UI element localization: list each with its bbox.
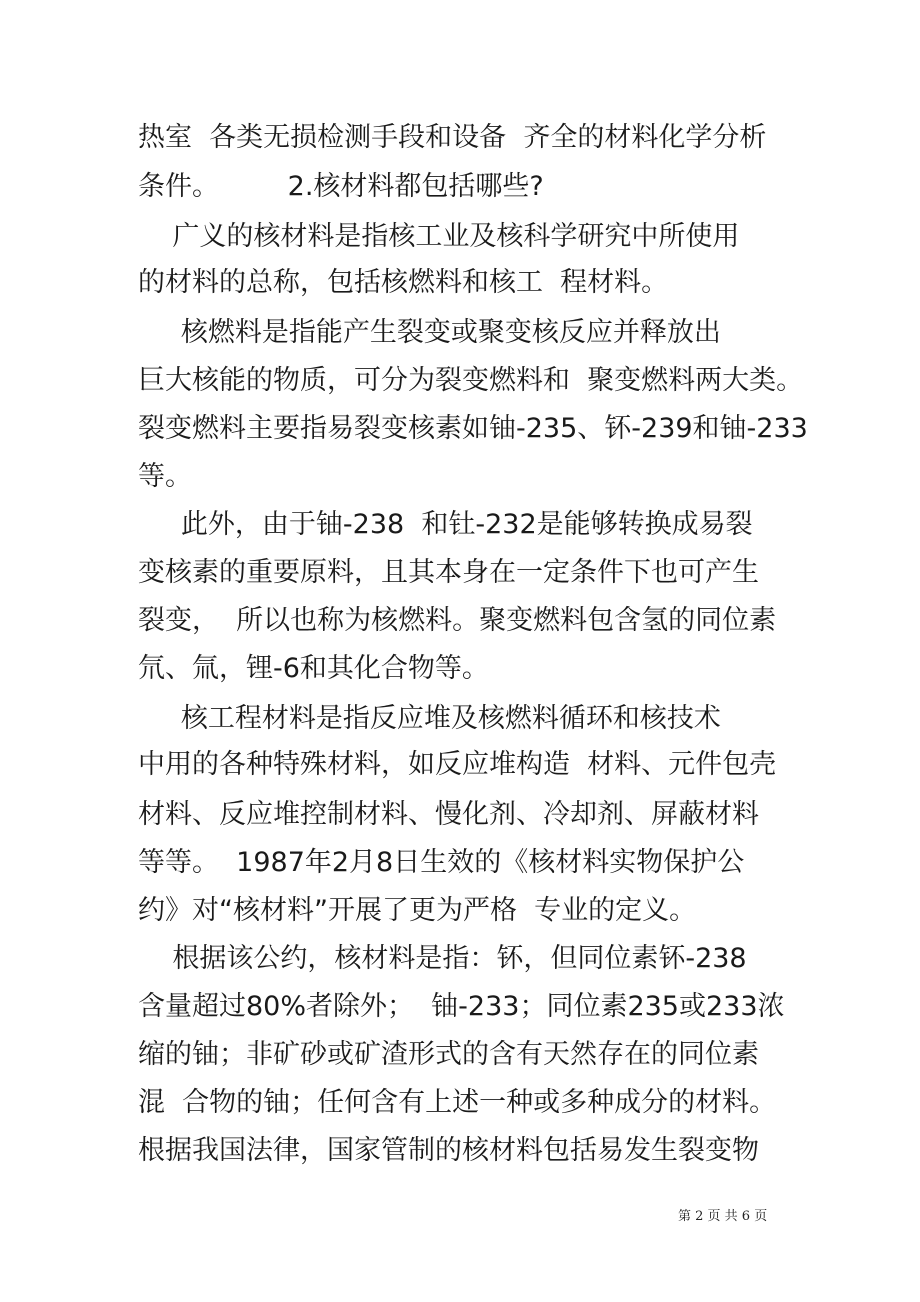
text-line: 核工程材料是指反应堆及核燃料循环和核技术	[138, 703, 721, 734]
text-line: 根据我国法律，国家管制的核材料包括易发生裂变物	[138, 1135, 759, 1166]
text-line: 约》对“核材料”开展了更为严格 专业的定义。	[138, 895, 697, 926]
text-line: 的材料的总称，包括核燃料和核工 程材料。	[138, 267, 669, 298]
text-line: 热室 各类无损检测手段和设备 齐全的材料化学分析	[138, 122, 767, 153]
text-line: 裂变燃料主要指易裂变核素如铀-235、钚-239和铀-233	[138, 413, 808, 444]
page-number: 第 2 页 共 6 页	[678, 1209, 768, 1224]
text-line: 根据该公约，核材料是指：钚，但同位素钚-238	[138, 943, 747, 974]
text-line: 中用的各种特殊材料，如反应堆构造 材料、元件包壳	[138, 749, 777, 780]
text-line: 材料、反应堆控制材料、慢化剂、冷却剂、屏蔽材料	[138, 799, 759, 830]
text-line: 广义的核材料是指核工业及核科学研究中所使用	[138, 221, 740, 252]
text-line: 条件。 2.核材料都包括哪些?	[138, 171, 544, 202]
text-line: 氘、氚，锂-6和其化合物等。	[138, 653, 489, 684]
text-line: 等等。 1987年2月8日生效的《核材料实物保护公	[138, 847, 745, 878]
text-line: 此外，由于铀-238 和钍-232是能够转换成易裂	[138, 509, 753, 540]
text-line: 裂变， 所以也称为核燃料。聚变燃料包含氢的同位素	[138, 605, 777, 636]
text-line: 巨大核能的物质，可分为裂变燃料和 聚变燃料两大类。	[138, 365, 804, 396]
text-line: 等。	[138, 461, 192, 492]
text-line: 缩的铀；非矿砂或矿渣形式的含有天然存在的同位素	[138, 1039, 759, 1070]
text-line: 含量超过80%者除外； 铀-233；同位素235或233浓	[138, 991, 785, 1022]
text-line: 混 合物的铀；任何含有上述一种或多种成分的材料。	[138, 1087, 777, 1118]
text-line: 变核素的重要原料，且其本身在一定条件下也可产生	[138, 557, 759, 588]
text-line: 核燃料是指能产生裂变或聚变核反应并释放出	[138, 317, 721, 348]
